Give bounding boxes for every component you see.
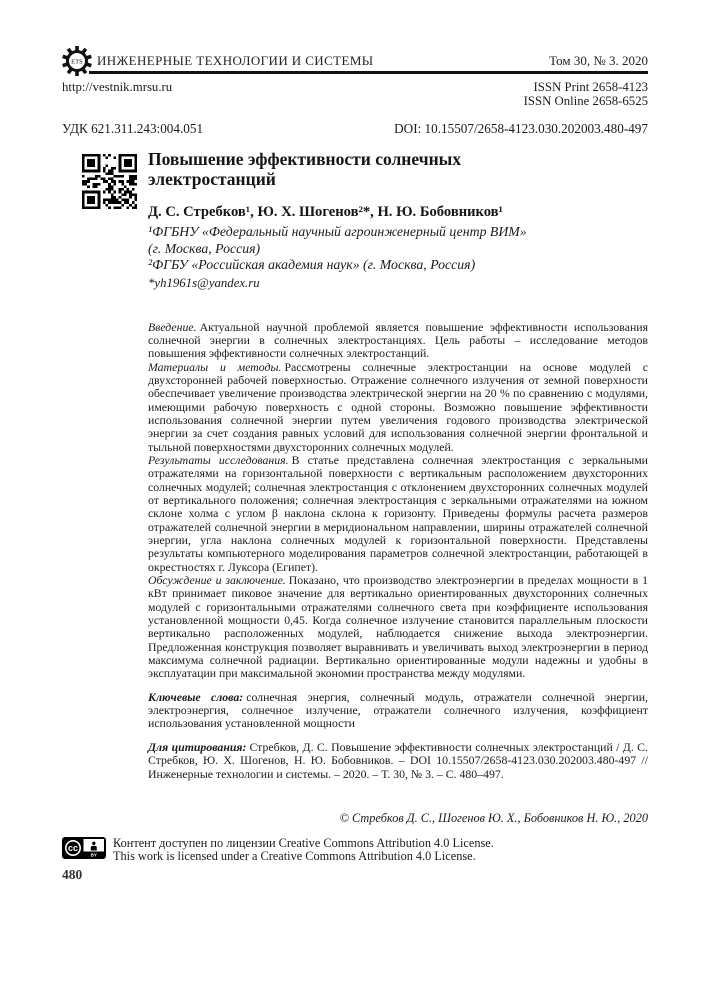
abstract-section-label: Материалы и методы. xyxy=(148,359,282,374)
page-number: 480 xyxy=(62,867,83,883)
qr-code xyxy=(82,154,137,209)
affiliation-line: ²ФГБУ «Российская академия наук» (г. Москва, Россия) xyxy=(148,257,476,272)
license-text-ru: Контент доступен по лицензии Creative Commons Attribution 4.0 License. xyxy=(113,835,494,850)
abstract-section-text: Рассмотрены солнечные электростанции на основе модулей с двухсторонней рабочей поверхностью. Отражение солнечного излучения от земной поверхности обеспечивает увеличение производства электрической энергии на 20 % по сравнению с модулями, имеющими рабочую поверхность с одной стороны. Возможно повышение эффективности использования солнечной энергии путем увеличения годового производства электрической энергии за счет создания равных условий для использования солнечной энергии фронтальной и тыльной поверхностями двухсторонних солнечных модулей. xyxy=(148,359,648,454)
keywords-text: солнечная энергия, солнечный модуль, отражатели солнечной энергии, электроэнергия, солнечное излучение, отражатели солнечного излучения, коэффициент использования установленной мощности xyxy=(148,689,648,731)
abstract-section-label: Введение. xyxy=(148,319,197,334)
issn-print: ISSN Print 2658-4123 xyxy=(533,80,648,94)
article-block xyxy=(148,150,648,826)
abstract-section-label: Результаты исследования. xyxy=(148,452,289,467)
svg-text:cc: cc xyxy=(67,843,79,854)
abstract xyxy=(148,321,648,681)
citation-text: Стребков, Д. С. Повышение эффективности солнечных электростанций / Д. С. Стребков, Ю. Х. Шогенов, Н. Ю. Бобовников. – DOI 10.15507/2658-4123.030.202003.480-497 // Инженерные технологии и системы. – 2020. – Т. 30, № 3. – С. 480–497. xyxy=(148,739,649,781)
logo-text: ETS xyxy=(71,58,83,66)
doi-code: DOI: 10.15507/2658-4123.030.202003.480-497 xyxy=(394,121,648,136)
issn-block xyxy=(524,80,648,108)
abstract-section-introduction xyxy=(148,321,648,361)
abstract-section-text: В статье представлена солнечная электростанция с зеркальными отражателями на горизонтальной поверхности с вертикальным расположением двухсторонних солнечных модулей; солнечная электростанция с отклонением двухсторонних солнечных модулей от вертикального положения; солнечная электростанция с зеркальными отражателями на южном склоне холма с углом β наклона склона к горизонту. Приведены формулы расчета размеров отражателей солнечной энергии в меридиональном направлении, ширины отражателей солнечной энергии, угла наклона солнечных модулей к горизонтальной поверхности. Представлены результаты компьютерного моделирования параметров солнечной электростанции, работающей в окрестностях г. Луксора (Египет). xyxy=(148,452,648,574)
header-double-rule xyxy=(89,71,648,74)
journal-website: http://vestnik.mrsu.ru xyxy=(62,80,173,94)
cc-by-license-icon xyxy=(62,837,106,859)
keywords-paragraph xyxy=(148,691,648,731)
journal-name: ИНЖЕНЕРНЫЕ ТЕХНОЛОГИИ И СИСТЕМЫ xyxy=(97,53,374,68)
citation-label: Для цитирования: xyxy=(148,739,247,754)
issn-row xyxy=(62,80,648,108)
issn-online: ISSN Online 2658-6525 xyxy=(523,94,648,108)
svg-text:BY: BY xyxy=(90,852,97,858)
citation-paragraph xyxy=(148,741,648,781)
license-text-en: This work is licensed under a Creative Commons Attribution 4.0 License. xyxy=(113,849,476,864)
copyright-line: © Стребков Д. С., Шогенов Ю. Х., Бобовников Н. Ю., 2020 xyxy=(339,810,648,825)
affiliation-line: (г. Москва, Россия) xyxy=(148,240,261,256)
volume-info: Том 30, № 3. 2020 xyxy=(549,53,648,68)
abstract-section-text: Актуальной научной проблемой является повышение эффективности использования солнечной энергии в солнечных электростанциях. Цель работы – исследование методов повышения эффективности солнечных электростанций. xyxy=(148,319,648,361)
udk-code: УДК 621.311.243:004.051 xyxy=(62,121,204,136)
abstract-section-materials-methods xyxy=(148,361,648,454)
abstract-section-text: Показано, что производство электроэнергии в пределах мощности в 1 кВт принимает пиковое значение для вертикально ориентированных двухсторонних солнечных модулей с горизонтальными отражателями солнечного света при коэффициенте использования установленной мощности 0,45. Когда солнечное излучение становится параллельным плоскости вертикально расположенных модулей, наблюдается снижение выхода электроэнергии. Предложенная конструкция позволяет выравнивать и увеличивать выход электроэнергии в период максимума солнечной радиации. Вертикально ориентированные модули надежны и удобны в эксплуатации при максимальной экономии пространства между модулями. xyxy=(148,573,648,681)
udk-doi-row xyxy=(62,121,648,137)
affiliations xyxy=(148,224,648,274)
abstract-section-results xyxy=(148,454,648,574)
corresponding-email: *yh1961s@yandex.ru xyxy=(148,275,260,290)
affiliation-line: ¹ФГБНУ «Федеральный научный агроинженерный центр ВИМ» xyxy=(148,224,527,239)
journal-logo-gear-icon xyxy=(62,46,92,76)
license-row xyxy=(62,837,648,863)
keywords-label: Ключевые слова: xyxy=(148,689,244,704)
article-title: Повышение эффективности солнечных электростанций xyxy=(148,149,462,189)
abstract-section-label: Обсуждение и заключение. xyxy=(148,573,286,588)
license-text xyxy=(113,837,494,863)
abstract-section-discussion-conclusion xyxy=(148,574,648,681)
authors-line: Д. С. Стребков¹, Ю. Х. Шогенов²*, Н. Ю. Бобовников¹ xyxy=(148,204,503,220)
